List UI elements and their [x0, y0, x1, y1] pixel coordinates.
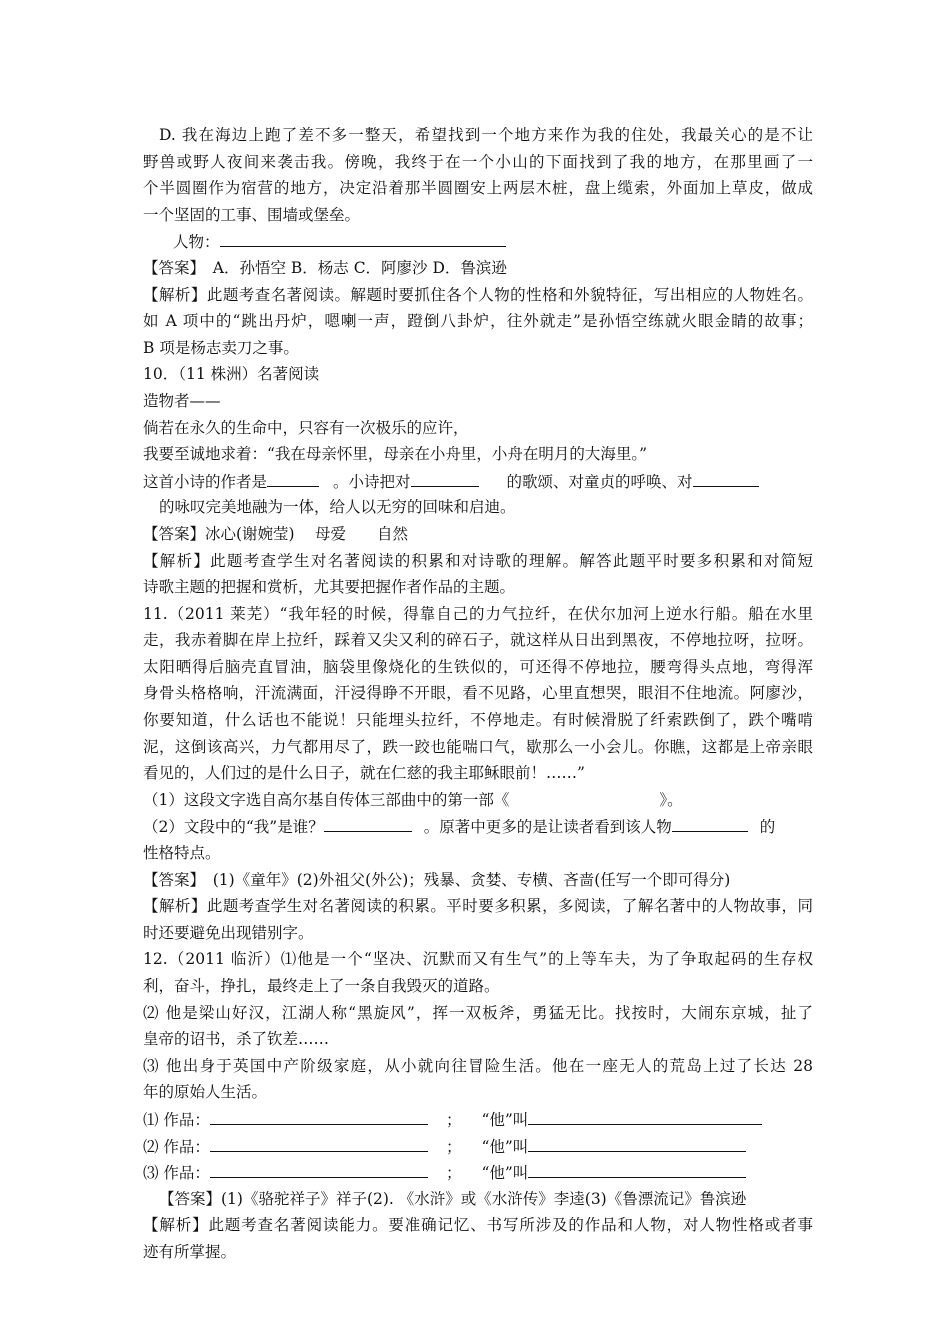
q12-analysis-line-1: 【解析】此题考查名著阅读能力。要准确记忆、书写所涉及的作品和人物，对人物性格或者事 — [143, 1216, 813, 1235]
q10-poem-line-3: 我要至诚地求着：“我在母亲怀里，母亲在小舟里，小舟在明月的大海里。” — [143, 445, 648, 464]
q9-option-d-line-3: 个半圆圈作为宿营的地方，决定沿着那半圆圈安上两层木桩，盘上缆索，外面加上草皮，做成 — [143, 179, 813, 198]
q9-analysis-line-2: 如 A 项中的“跳出丹炉，嗯喇一声，蹬倒八卦炉，往外就走”是孙悟空练就火眼金睛的故事； — [143, 312, 813, 331]
q12-text-line-4: 皇帝的诏书，杀了钦差…… — [143, 1030, 330, 1049]
q10-theme-blank-2[interactable] — [693, 468, 759, 487]
q12-text-line-5: ⑶ 他出身于英国中产阶级家庭，从小就向往冒险生活。他在一座无人的荒岛上过了长达 28 — [143, 1056, 813, 1075]
q10-question-part-3: 的歌颂、对童贞的呼唤、对 — [506, 472, 693, 491]
q9-person-label: 人物： — [173, 233, 220, 252]
q11-text-line-6: 泥，这倒该高兴，力气都用尽了，跌一跤也能喘口气，歇那么一小会儿。你瞧，这都是上帝亲眼 — [143, 737, 813, 756]
q12-row-1-he: “他”叫 — [481, 1110, 529, 1129]
q10-poem-line-2: 倘若在永久的生命中，只容有一次极乐的应许， — [143, 418, 469, 437]
q9-person-line — [143, 228, 813, 255]
q12-row-2-name-blank[interactable] — [528, 1133, 746, 1152]
q12-row-2-he: “他”叫 — [481, 1137, 529, 1156]
q9-option-d-line-1: D. 我在海边上跑了差不多一整天，希望找到一个地方来作为我的住处，我最关心的是不让 — [159, 126, 813, 144]
q12-row-2-label: ⑵ 作品： — [143, 1137, 210, 1156]
q10-question-line — [143, 468, 813, 495]
q9-person-blank[interactable] — [220, 228, 506, 247]
q11-q2-text: （2）文段中的“我”是谁？ — [143, 818, 324, 837]
q11-sub-question-1 — [143, 787, 813, 814]
q12-row-1-label: ⑴ 作品： — [143, 1110, 210, 1129]
q12-text-line-1: 12.（2011 临沂）⑴他是一个“坚决、沉默而又有生气”的上等车夫，为了争取起码的生存权 — [143, 950, 813, 969]
q11-text-line-7: 看见的，人们过的是什么日子，就在仁慈的我主耶稣眼前！……” — [143, 764, 585, 783]
q11-answer: 【答案】 (1)《童年》(2)外祖父(外公)；残暴、贪婪、专横、吝啬(任写一个即可得分) — [143, 870, 731, 889]
q10-analysis-line-2: 诗歌主题的把握和赏析，尤其要把握作者作品的主题。 — [143, 578, 516, 597]
q10-theme-blank-1[interactable] — [411, 468, 479, 487]
q10-answer: 【答案】冰心(谢婉莹) 母爱 自然 — [143, 524, 409, 543]
q12-row-1-sep: ； — [445, 1110, 462, 1129]
q12-text-line-2: 利，奋斗，挣扎，最终走上了一条自我毁灭的道路。 — [143, 977, 500, 995]
q12-row-3-sep: ； — [445, 1164, 462, 1183]
q12-analysis-line-2: 迹有所掌握。 — [143, 1242, 237, 1261]
q10-poem-line-1: 造物者—— — [143, 391, 221, 410]
q12-answer: 【答案】(1)《骆驼祥子》祥子(2). 《水浒》或《水浒传》李逵(3)《鲁漂流记》鲁滨逊 — [159, 1189, 747, 1208]
q10-question-line-2: 的咏叹完美地融为一体，给人以无穷的回味和启迪。 — [159, 498, 516, 517]
q11-text-line-4: 身骨头格格响，汗流满面，汗浸得睁不开眼，看不见路，心里直想哭，眼泪不住地流。阿廖沙， — [143, 684, 813, 703]
q11-text-line-2: 走，我赤着脚在岸上拉纤，踩着又尖又利的碎石子，就这样从日出到黑夜，不停地拉呀，拉呀。 — [143, 631, 813, 650]
q10-question-part-2: 。小诗把对 — [333, 472, 411, 491]
q9-option-d-line-2: 野兽或野人夜间来袭击我。傍晚，我终于在一个小山的下面找到了我的地方，在那里画了一 — [143, 152, 813, 171]
q12-row-1-name-blank[interactable] — [528, 1106, 762, 1125]
q12-text-line-3: ⑵ 他是梁山好汉，江湖人称“黑旋风”，挥一双板斧，勇猛无比。找按时，大闹东京城，扯了 — [143, 1003, 813, 1022]
q12-blank-row-2 — [143, 1133, 813, 1160]
q11-text-line-3: 太阳晒得后脑壳直冒油，脑袋里像烧化的生铁似的，可还得不停地拉，腰弯得头点地，弯得浑 — [143, 657, 813, 676]
q9-analysis-line-3: B 项是杨志卖刀之事。 — [143, 338, 299, 357]
q12-row-2-sep: ； — [445, 1137, 462, 1156]
q11-text-line-1: 11.（2011 莱芜）“我年轻的时候，得靠自己的力气拉纤，在伏尔加河上逆水行船。船在水里 — [143, 604, 813, 623]
q11-q2-text-3: 的 — [759, 818, 776, 837]
q11-sub-question-2-cont: 性格特点。 — [143, 844, 221, 863]
q12-row-3-he: “他”叫 — [481, 1164, 529, 1183]
q11-analysis-line-2: 时还要避免出现错别字。 — [143, 923, 314, 942]
q12-row-3-label: ⑶ 作品： — [143, 1164, 210, 1183]
q12-blank-row-3 — [143, 1159, 813, 1186]
q11-text-line-5: 你要知道，什么话也不能说！只能埋头拉纤，不停地走。有时候滑脱了纤索跌倒了，跌个嘴啃 — [143, 711, 813, 730]
q10-author-blank[interactable] — [267, 468, 319, 487]
q9-option-d-line-4: 一个坚固的工事、围墙或堡垒。 — [143, 205, 361, 224]
q10-header: 10．（11 株洲）名著阅读 — [143, 365, 320, 384]
q12-blank-row-1 — [143, 1106, 813, 1133]
q12-row-1-work-blank[interactable] — [210, 1106, 428, 1125]
document-body — [143, 122, 813, 1266]
q11-analysis-line-1: 【解析】此题考查学生对名著阅读的积累。平时要多积累，多阅读，了解名著中的人物故事，同 — [143, 897, 813, 916]
q11-q2-blank-2[interactable] — [672, 813, 748, 832]
q10-question-part-1: 这首小诗的作者是 — [143, 472, 268, 491]
q12-text-line-6: 年的原始人生活。 — [143, 1083, 268, 1102]
q12-row-3-name-blank[interactable] — [528, 1159, 746, 1178]
q11-q2-text-2: 。原著中更多的是让读者看到该人物 — [423, 818, 672, 837]
q9-answer: 【答案】 A．孙悟空 B．杨志 C．阿廖沙 D．鲁滨逊 — [143, 258, 507, 277]
q11-sub-question-2 — [143, 813, 813, 840]
q9-analysis-line-1: 【解析】此题考查名著阅读。解题时要抓住各个人物的性格和外貌特征，写出相应的人物姓名。 — [143, 285, 813, 304]
q11-q1-text: （1）这段文字选自高尔基自传体三部曲中的第一部《 — [143, 790, 510, 809]
q11-q1-close: 》。 — [659, 790, 683, 809]
q11-q2-blank-1[interactable] — [324, 813, 412, 832]
q10-analysis-line-1: 【解析】此题考查学生对名著阅读的积累和对诗歌的理解。解答此题平时要多积累和对简短 — [143, 551, 813, 570]
q12-row-3-work-blank[interactable] — [210, 1159, 428, 1178]
q12-row-2-work-blank[interactable] — [210, 1133, 428, 1152]
